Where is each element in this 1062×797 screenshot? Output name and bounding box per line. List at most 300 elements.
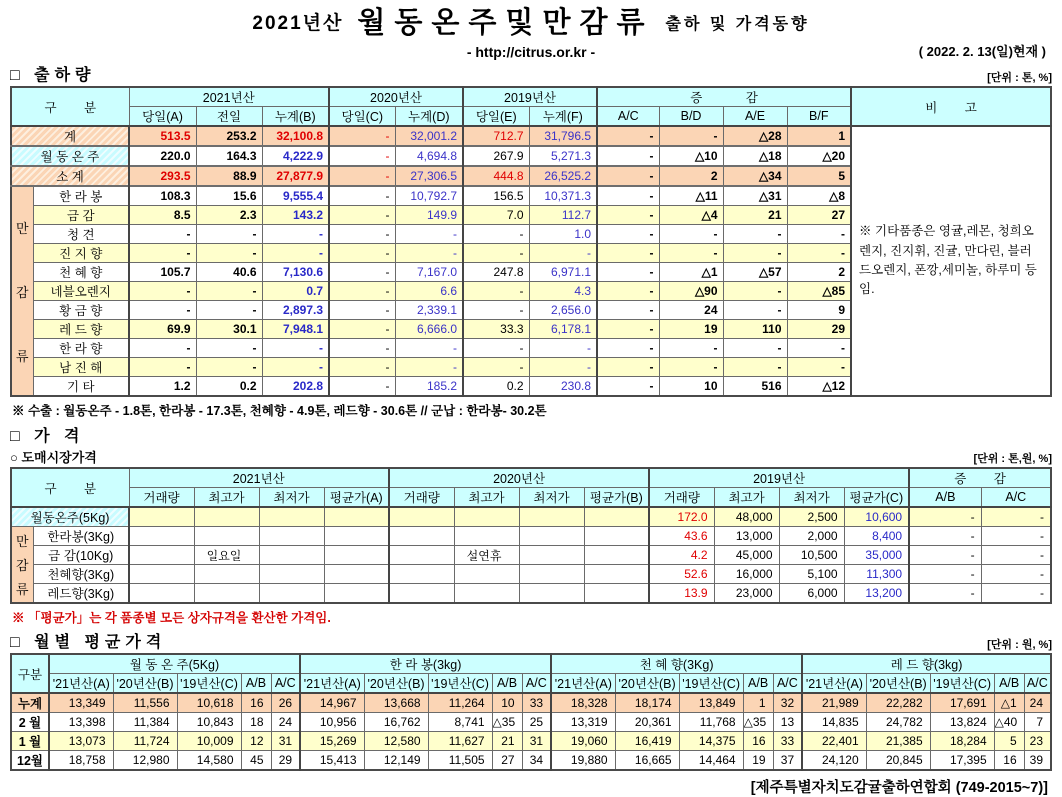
data-cell: - (463, 339, 529, 358)
col-header-2019: 2019년산 (649, 468, 909, 488)
data-cell: △20 (787, 146, 851, 166)
data-cell: - (597, 166, 659, 186)
data-cell: 8,400 (844, 527, 909, 546)
col-header: 당일(E) (463, 107, 529, 127)
data-cell: - (597, 146, 659, 166)
data-cell (194, 584, 259, 604)
data-cell: 10 (492, 693, 522, 713)
category-strip-letters (12, 529, 33, 601)
data-cell (129, 507, 194, 527)
category-letter: 감 (15, 284, 29, 300)
data-cell: 18 (241, 713, 271, 732)
data-cell: 10,843 (177, 713, 241, 732)
category-letter: 류 (15, 582, 29, 597)
col-header: '19년산(C) (428, 674, 492, 694)
data-cell: 11,768 (679, 713, 743, 732)
category-letter: 감 (15, 558, 29, 573)
subsection-wholesale: ○ 도매시장가격 (10, 450, 97, 465)
data-cell: - (329, 282, 395, 301)
data-cell: 설연휴 (454, 546, 519, 565)
data-cell: 35,000 (844, 546, 909, 565)
data-cell: 32,100.8 (262, 126, 329, 146)
data-cell: 11,556 (113, 693, 177, 713)
data-cell: 444.8 (463, 166, 529, 186)
data-cell: 16,419 (615, 732, 679, 751)
row-label: 누계 (11, 693, 49, 713)
data-cell: 230.8 (529, 377, 597, 397)
data-cell (519, 546, 584, 565)
data-cell: 30.1 (196, 320, 262, 339)
data-cell: △40 (994, 713, 1024, 732)
col-header: 최저가 (779, 488, 844, 508)
data-cell: 0.2 (463, 377, 529, 397)
data-cell: 13,073 (49, 732, 113, 751)
data-cell: 29 (787, 320, 851, 339)
data-cell: 18,174 (615, 693, 679, 713)
col-header: A/B (241, 674, 271, 694)
data-cell: 516 (723, 377, 787, 397)
data-cell (454, 527, 519, 546)
data-cell: 7,948.1 (262, 320, 329, 339)
data-cell: △28 (723, 126, 787, 146)
col-header: '20년산(B) (113, 674, 177, 694)
data-cell: 24,120 (802, 751, 866, 771)
col-header: '20년산(B) (866, 674, 930, 694)
data-cell: - (463, 282, 529, 301)
data-cell (324, 527, 389, 546)
category-letter: 만 (15, 220, 29, 236)
col-header: B/D (659, 107, 723, 127)
data-cell (324, 584, 389, 604)
data-cell: 13,000 (714, 527, 779, 546)
data-cell: 19,880 (551, 751, 615, 771)
data-cell: - (981, 565, 1051, 584)
col-header-2021: 2021년산 (129, 87, 329, 107)
row-label: 한 라 향 (33, 339, 129, 358)
data-cell: - (395, 358, 463, 377)
data-cell: 14,464 (679, 751, 743, 771)
data-cell: 6,178.1 (529, 320, 597, 339)
col-header: A/B (743, 674, 773, 694)
data-cell: 13,849 (679, 693, 743, 713)
data-cell: 2,339.1 (395, 301, 463, 320)
data-cell: 13 (773, 713, 802, 732)
col-header-group-hallabong: 한 라 봉(3kg) (300, 654, 551, 674)
col-header: 누계(D) (395, 107, 463, 127)
data-cell: 164.3 (196, 146, 262, 166)
data-cell: - (329, 320, 395, 339)
data-cell: 1.0 (529, 225, 597, 244)
data-cell (389, 584, 454, 604)
data-cell: 172.0 (649, 507, 714, 527)
data-cell: - (329, 339, 395, 358)
data-cell: 7,130.6 (262, 263, 329, 282)
data-cell: - (659, 225, 723, 244)
data-cell: 33 (522, 693, 551, 713)
data-cell: - (659, 358, 723, 377)
data-cell: 32 (773, 693, 802, 713)
data-cell: - (262, 339, 329, 358)
data-cell: - (129, 339, 196, 358)
data-cell: △18 (723, 146, 787, 166)
data-cell: 14,835 (802, 713, 866, 732)
data-cell: - (909, 546, 981, 565)
data-cell: 267.9 (463, 146, 529, 166)
data-cell: - (196, 358, 262, 377)
row-label: 레 드 향 (33, 320, 129, 339)
row-label: 월동온주(5Kg) (11, 507, 129, 527)
data-cell: - (597, 301, 659, 320)
col-header: 최고가 (454, 488, 519, 508)
data-cell: - (529, 358, 597, 377)
col-header: 당일(C) (329, 107, 395, 127)
data-cell: - (329, 301, 395, 320)
col-header: 거래량 (389, 488, 454, 508)
data-cell: - (723, 358, 787, 377)
data-cell: 45,000 (714, 546, 779, 565)
col-header-gubun: 구분 (11, 654, 49, 693)
data-cell: 2,656.0 (529, 301, 597, 320)
data-cell: 6,971.1 (529, 263, 597, 282)
data-cell: - (909, 565, 981, 584)
data-cell: 15,269 (300, 732, 364, 751)
data-cell: 9,555.4 (262, 186, 329, 206)
col-header: A/B (994, 674, 1024, 694)
col-header-gubun: 구 분 (11, 468, 129, 507)
col-header-2021: 2021년산 (129, 468, 389, 488)
data-cell: - (196, 225, 262, 244)
avg-price-note: ※ 「평균가」는 각 품종별 모든 상자규격을 환산한 가격임. (12, 611, 331, 625)
data-cell: △85 (787, 282, 851, 301)
data-cell: 21,385 (866, 732, 930, 751)
row-label: 1 월 (11, 732, 49, 751)
data-cell: - (597, 126, 659, 146)
data-cell: 10,956 (300, 713, 364, 732)
data-cell: △8 (787, 186, 851, 206)
data-cell (194, 565, 259, 584)
data-cell: - (463, 225, 529, 244)
data-cell: 10,792.7 (395, 186, 463, 206)
data-cell (454, 507, 519, 527)
col-header-gubun: 구 분 (11, 87, 129, 126)
data-cell: 10,500 (779, 546, 844, 565)
row-label: 남 진 해 (33, 358, 129, 377)
data-cell: △31 (723, 186, 787, 206)
data-cell: △34 (723, 166, 787, 186)
data-cell: 25 (522, 713, 551, 732)
data-cell: 31 (522, 732, 551, 751)
shipment-table (10, 86, 1052, 397)
data-cell: 13,824 (930, 713, 994, 732)
col-header-group-cheonhyehyang: 천 혜 향(3Kg) (551, 654, 802, 674)
data-cell: - (329, 146, 395, 166)
data-cell: 6.6 (395, 282, 463, 301)
row-label: 청 견 (33, 225, 129, 244)
data-cell: - (529, 244, 597, 263)
data-cell: 8,741 (428, 713, 492, 732)
data-cell: 2,000 (779, 527, 844, 546)
data-cell: 12 (241, 732, 271, 751)
data-cell: 20,361 (615, 713, 679, 732)
data-cell: - (597, 282, 659, 301)
col-header: 최저가 (259, 488, 324, 508)
col-header: 거래량 (649, 488, 714, 508)
data-cell: △1 (994, 693, 1024, 713)
data-cell (519, 584, 584, 604)
section-title-shipment: □ 출하량 (10, 67, 96, 84)
data-cell: - (129, 358, 196, 377)
col-header: A/B (492, 674, 522, 694)
col-header: 누계(B) (262, 107, 329, 127)
data-cell: 24 (659, 301, 723, 320)
data-cell: 37 (773, 751, 802, 771)
row-label: 월 동 온 주 (11, 146, 129, 166)
data-cell: - (329, 166, 395, 186)
col-header: 전일 (196, 107, 262, 127)
data-cell: 22,282 (866, 693, 930, 713)
data-cell: - (329, 126, 395, 146)
data-cell: - (981, 546, 1051, 565)
data-cell: - (395, 339, 463, 358)
data-cell (259, 584, 324, 604)
data-cell: △57 (723, 263, 787, 282)
data-cell (194, 507, 259, 527)
data-cell: - (909, 507, 981, 527)
data-cell: 10,371.3 (529, 186, 597, 206)
data-cell: - (329, 206, 395, 225)
data-cell: 13.9 (649, 584, 714, 604)
data-cell: 14,967 (300, 693, 364, 713)
data-cell (389, 546, 454, 565)
category-strip-letters (12, 195, 33, 387)
data-cell: 11,724 (113, 732, 177, 751)
data-cell: 2 (659, 166, 723, 186)
data-cell: 712.7 (463, 126, 529, 146)
data-cell: 9 (787, 301, 851, 320)
data-cell: △12 (787, 377, 851, 397)
data-cell: - (463, 358, 529, 377)
row-label: 기 타 (33, 377, 129, 397)
data-cell: 22,401 (802, 732, 866, 751)
col-header: 최고가 (714, 488, 779, 508)
data-cell (519, 565, 584, 584)
data-cell: 18,758 (49, 751, 113, 771)
row-label: 네블오렌지 (33, 282, 129, 301)
data-cell: 293.5 (129, 166, 196, 186)
data-cell: 10,009 (177, 732, 241, 751)
data-cell: 2.3 (196, 206, 262, 225)
data-cell: 16,762 (364, 713, 428, 732)
section-title-monthly: □ 월별 평균가격 (10, 634, 167, 651)
col-header-group-wintermandarin: 월 동 온 주(5Kg) (49, 654, 300, 674)
data-cell (584, 507, 649, 527)
col-header: A/C (1024, 674, 1051, 694)
data-cell: - (262, 225, 329, 244)
data-cell: 4,222.9 (262, 146, 329, 166)
data-cell: 33.3 (463, 320, 529, 339)
data-cell: 4.3 (529, 282, 597, 301)
data-cell: - (597, 225, 659, 244)
remarks-cell: ※ 기타품종은 영귤,레몬, 청희오렌지, 진지휘, 진귤, 만다린, 블러드오렌지, 폰깡,세미놀, 하루미 등 임. (851, 126, 1051, 396)
col-header: A/C (597, 107, 659, 127)
data-cell: 69.9 (129, 320, 196, 339)
data-cell: - (262, 244, 329, 263)
data-cell (129, 527, 194, 546)
data-cell: 31 (271, 732, 300, 751)
data-cell: 11,627 (428, 732, 492, 751)
data-cell: - (329, 358, 395, 377)
data-cell: 29 (271, 751, 300, 771)
data-cell: - (787, 244, 851, 263)
page-title: 월동온주및만감류 (357, 7, 654, 39)
data-cell: 16,665 (615, 751, 679, 771)
data-cell: 11,264 (428, 693, 492, 713)
row-label: 소 계 (11, 166, 129, 186)
data-cell: 253.2 (196, 126, 262, 146)
data-cell: 27,306.5 (395, 166, 463, 186)
data-cell: 513.5 (129, 126, 196, 146)
col-header: 거래량 (129, 488, 194, 508)
data-cell: - (787, 358, 851, 377)
data-cell: 4.2 (649, 546, 714, 565)
data-cell: 17,691 (930, 693, 994, 713)
data-cell: 27,877.9 (262, 166, 329, 186)
data-cell: 13,398 (49, 713, 113, 732)
data-cell (259, 565, 324, 584)
data-cell: 10,618 (177, 693, 241, 713)
data-cell: 11,300 (844, 565, 909, 584)
data-cell: 19,060 (551, 732, 615, 751)
data-cell: - (723, 282, 787, 301)
data-cell: 16,000 (714, 565, 779, 584)
data-cell: 1 (743, 693, 773, 713)
data-cell: 2 (787, 263, 851, 282)
current-date: ( 2022. 2. 13(일)현재 ) (918, 44, 1046, 59)
data-cell: 110 (723, 320, 787, 339)
data-cell: 15,413 (300, 751, 364, 771)
data-cell: 11,384 (113, 713, 177, 732)
col-header: A/B (909, 488, 981, 508)
data-cell: 19 (659, 320, 723, 339)
data-cell: 7 (1024, 713, 1051, 732)
data-cell: 13,200 (844, 584, 909, 604)
data-cell: 21 (723, 206, 787, 225)
data-cell: - (196, 244, 262, 263)
data-cell: 6,666.0 (395, 320, 463, 339)
data-cell: 5 (994, 732, 1024, 751)
export-footnote: ※ 수출 : 월동온주 - 1.8톤, 한라봉 - 17.3톤, 천혜향 - 4.9톤, 레드향 - 30.6톤 // 군납 : 한라봉- 30.2톤 (12, 404, 547, 418)
data-cell: 149.9 (395, 206, 463, 225)
data-cell: - (981, 527, 1051, 546)
data-cell: 2,500 (779, 507, 844, 527)
data-cell: 21 (492, 732, 522, 751)
col-header-2020: 2020년산 (389, 468, 649, 488)
col-header: 최저가 (519, 488, 584, 508)
col-header: A/C (522, 674, 551, 694)
data-cell: - (597, 320, 659, 339)
data-cell (454, 584, 519, 604)
data-cell: 48,000 (714, 507, 779, 527)
col-header: 최고가 (194, 488, 259, 508)
col-header: A/E (723, 107, 787, 127)
data-cell: 34 (522, 751, 551, 771)
data-cell: - (723, 339, 787, 358)
data-cell: 7,167.0 (395, 263, 463, 282)
data-cell: 11,505 (428, 751, 492, 771)
col-header: 평균가(C) (844, 488, 909, 508)
data-cell: 5 (787, 166, 851, 186)
data-cell (389, 565, 454, 584)
title-block (10, 4, 1052, 60)
data-cell: 10 (659, 377, 723, 397)
data-cell: 16 (743, 732, 773, 751)
col-header-change: 증 감 (597, 87, 851, 107)
data-cell (259, 527, 324, 546)
data-cell: 20,845 (866, 751, 930, 771)
data-cell: - (659, 244, 723, 263)
data-cell: - (196, 339, 262, 358)
page-subtitle: 출하 및 가격동향 (665, 16, 810, 33)
data-cell: - (129, 244, 196, 263)
data-cell (194, 527, 259, 546)
data-cell: 52.6 (649, 565, 714, 584)
data-cell: - (981, 507, 1051, 527)
row-label: 천혜향(3Kg) (33, 565, 129, 584)
data-cell: - (329, 225, 395, 244)
wholesale-price-table (10, 467, 1052, 604)
row-label: 금 감(10Kg) (33, 546, 129, 565)
data-cell: 39 (1024, 751, 1051, 771)
data-cell: 24 (1024, 693, 1051, 713)
data-cell: - (787, 225, 851, 244)
data-cell: 6,000 (779, 584, 844, 604)
data-cell: - (129, 301, 196, 320)
data-cell: 112.7 (529, 206, 597, 225)
data-cell: - (597, 339, 659, 358)
data-cell (129, 546, 194, 565)
data-cell: - (597, 263, 659, 282)
col-header: '19년산(C) (679, 674, 743, 694)
data-cell (129, 565, 194, 584)
col-header: '21년산(A) (551, 674, 615, 694)
data-cell: - (909, 584, 981, 604)
row-label: 진 지 향 (33, 244, 129, 263)
data-cell: - (723, 225, 787, 244)
data-cell (584, 584, 649, 604)
data-cell: 1 (787, 126, 851, 146)
data-cell (259, 546, 324, 565)
data-cell: 0.2 (196, 377, 262, 397)
data-cell: 108.3 (129, 186, 196, 206)
row-label: 황 금 향 (33, 301, 129, 320)
data-cell: - (723, 301, 787, 320)
data-cell (324, 565, 389, 584)
data-cell: 202.8 (262, 377, 329, 397)
data-cell: △4 (659, 206, 723, 225)
col-header: 평균가(B) (584, 488, 649, 508)
data-cell: 1.2 (129, 377, 196, 397)
section-title-price: □ 가 격 (10, 428, 85, 445)
title-line (10, 4, 1052, 43)
data-cell: - (329, 244, 395, 263)
data-cell: 220.0 (129, 146, 196, 166)
col-header-2019: 2019년산 (463, 87, 597, 107)
col-header: A/C (981, 488, 1051, 508)
data-cell: - (395, 244, 463, 263)
data-cell (584, 565, 649, 584)
row-label: 한 라 봉 (33, 186, 129, 206)
data-cell: - (597, 206, 659, 225)
